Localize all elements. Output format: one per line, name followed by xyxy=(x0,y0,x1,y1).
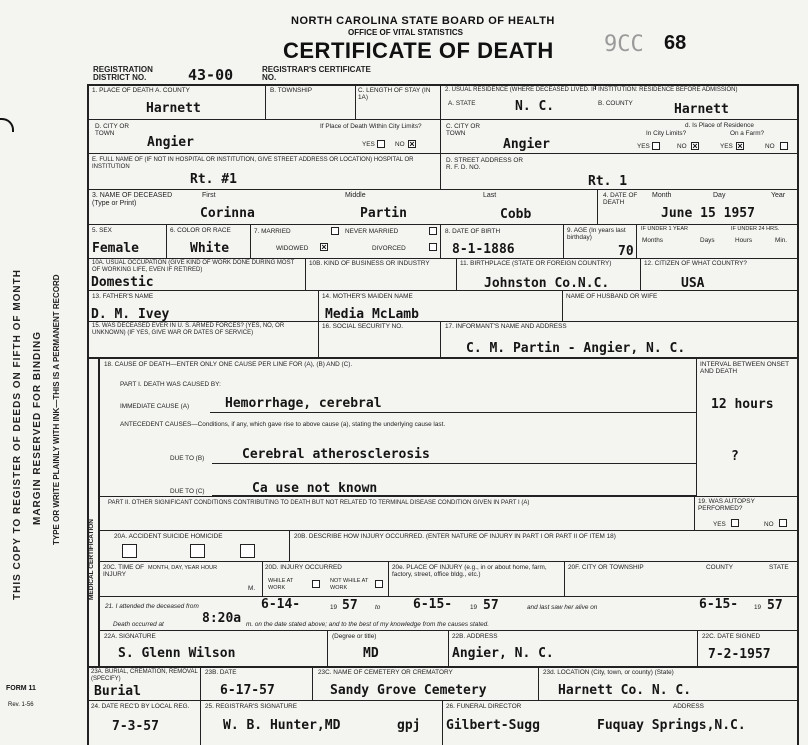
part2-label: PART II. OTHER SIGNIFICANT CONDITIONS CONTRIBUTING TO DEATH BUT NOT RELATED TO TERMINAL DISEASE CONDITION GIVEN IN PART I (A) xyxy=(108,500,530,506)
attended-from-value: 6-14- xyxy=(261,597,301,612)
attended-to-year: 57 xyxy=(483,598,499,613)
residence-farm-no-label: NO xyxy=(765,143,775,150)
describe-injury-label: 20B. DESCRIBE HOW INJURY OCCURRED. (ENTER NATURE OF INJURY IN PART I OR PART II OF ITEM 18) xyxy=(294,533,616,540)
signature-label: 22A. SIGNATURE xyxy=(104,633,156,640)
occupation-value: Domestic xyxy=(91,275,154,290)
spouse-label: NAME OF HUSBAND OR WIFE xyxy=(566,293,658,300)
days-label: Days xyxy=(700,237,715,244)
residence-county-value: Harnett xyxy=(674,102,729,117)
place-city-label: D. CITY OR TOWN xyxy=(95,123,129,137)
registrar-signature-value: W. B. Hunter,MD xyxy=(223,718,341,733)
homicide-checkbox[interactable] xyxy=(240,544,255,558)
signature-value: S. Glenn Wilson xyxy=(118,646,236,661)
accident-type-label: 20A. ACCIDENT SUICIDE HOMICIDE xyxy=(114,533,223,540)
injury-state-label: STATE xyxy=(769,564,789,571)
date-of-death-value: June 15 1957 xyxy=(661,206,755,221)
months-label: Months xyxy=(642,237,663,244)
due-c-value: Ca use not known xyxy=(252,481,378,496)
attended-to-19-label: 19 xyxy=(470,604,478,611)
under-24-label: IF UNDER 24 HRS. xyxy=(731,226,780,232)
age-label: 9. AGE (In years last birthday) xyxy=(567,227,626,241)
date-of-death-label: 4. DATE OF DEATH xyxy=(603,192,638,206)
hospital-label: E. FULL NAME OF (IF NOT IN HOSPITAL OR INSTITUTION, GIVE STREET ADDRESS OR LOCATION) HOSPITAL OR INSTITUTION xyxy=(92,157,414,170)
race-value: White xyxy=(190,241,230,256)
residence-limits-yes-checkbox[interactable] xyxy=(652,142,660,150)
residence-farm-yes-checkbox[interactable]: × xyxy=(737,141,743,151)
sex-value: Female xyxy=(92,241,139,256)
binding-hole-mark xyxy=(0,118,14,132)
never-married-checkbox[interactable] xyxy=(429,227,437,235)
office-name: OFFICE OF VITAL STATISTICS xyxy=(348,28,463,37)
residence-limits-no-label: NO xyxy=(677,143,687,150)
due-b-interval-value: ? xyxy=(731,449,739,464)
date-signed-label: 22C. DATE SIGNED xyxy=(702,633,761,640)
residence-farm-yes-label: YES xyxy=(720,143,733,150)
while-at-work-checkbox[interactable] xyxy=(312,580,320,588)
board-name: NORTH CAROLINA STATE BOARD OF HEALTH xyxy=(291,15,555,27)
place-limits-label: If Place of Death Within City Limits? xyxy=(320,123,422,130)
place-county-label: 1. PLACE OF DEATH A. COUNTY xyxy=(92,87,190,94)
attended-label: 21. I attended the deceased from xyxy=(105,603,199,610)
cause-header-label: 18. CAUSE OF DEATH—ENTER ONLY ONE CAUSE PER LINE FOR (A), (B) AND (C). xyxy=(104,361,353,368)
name-label: 3. NAME OF DECEASED (Type or Print) xyxy=(92,192,173,207)
due-b-value: Cerebral atherosclerosis xyxy=(242,447,430,462)
last-name-label: Last xyxy=(483,192,497,199)
widowed-checkbox[interactable]: × xyxy=(321,242,327,252)
informant-label: 17. INFORMANT'S NAME AND ADDRESS xyxy=(445,323,567,330)
day-label: Day xyxy=(713,192,726,199)
last-seen-year: 57 xyxy=(767,598,783,613)
suicide-checkbox[interactable] xyxy=(190,544,205,558)
director-address-value: Fuquay Springs,N.C. xyxy=(597,718,746,733)
divorced-checkbox[interactable] xyxy=(429,243,437,251)
accident-checkbox[interactable] xyxy=(122,544,137,558)
cemetery-value: Sandy Grove Cemetery xyxy=(330,683,487,698)
death-occurred-label: Death occurred at xyxy=(113,621,164,628)
age-value: 70 xyxy=(618,244,634,259)
first-name-value: Corinna xyxy=(200,206,255,221)
birthplace-label: 11. BIRTHPLACE (STATE OR FOREIGN COUNTRY) xyxy=(460,260,612,267)
residence-state-value: N. C. xyxy=(515,99,555,114)
residence-state-label: A. STATE xyxy=(448,100,476,107)
autopsy-yes-checkbox[interactable] xyxy=(731,519,739,527)
last-seen-19-label: 19 xyxy=(754,604,762,611)
attended-to-value: 6-15- xyxy=(413,597,453,612)
place-limits-no-checkbox[interactable]: × xyxy=(409,139,415,149)
residence-farm-label: On a Farm? xyxy=(730,130,765,137)
residence-limits-label: In City Limits? xyxy=(646,130,687,137)
burial-value: Burial xyxy=(94,684,141,699)
time-of-injury-label: 20C. TIME OF INJURY xyxy=(103,564,145,578)
due-b-label: DUE TO (B) xyxy=(170,455,205,462)
last-name-value: Cobb xyxy=(500,207,532,222)
margin-note-register: THIS COPY TO REGISTER OF DEEDS ON FIFTH OF MONTH xyxy=(12,269,23,600)
due-c-label: DUE TO (C) xyxy=(170,488,205,495)
citizen-value: USA xyxy=(681,276,705,291)
min-label: Min. xyxy=(775,237,788,244)
last-seen-label: and last saw her alive on xyxy=(527,604,598,611)
birth-label: 8. DATE OF BIRTH xyxy=(445,228,501,235)
date-signed-value: 7-2-1957 xyxy=(708,647,771,662)
reg-district-label: REGISTRATION DISTRICT NO. xyxy=(93,65,153,82)
immediate-cause-label: IMMEDIATE CAUSE (A) xyxy=(120,403,190,410)
burial-date-label: 23B. DATE xyxy=(205,669,237,676)
signer-address-label: 22B. ADDRESS xyxy=(452,633,498,640)
middle-name-value: Partin xyxy=(360,206,407,221)
sex-label: 5. SEX xyxy=(92,227,112,234)
residence-county-label: B. COUNTY xyxy=(598,100,633,107)
autopsy-yes-label: YES xyxy=(713,521,726,528)
place-limits-yes-label: YES xyxy=(362,141,375,148)
form-revision: Rev. 1-56 xyxy=(8,702,34,708)
residence-city-value: Angier xyxy=(503,137,550,152)
margin-note-binding: MARGIN RESERVED FOR BINDING xyxy=(32,330,43,525)
place-stay-label: C. LENGTH OF STAY (IN 1A) xyxy=(358,87,431,101)
residence-place-label: d. Is Place of Residence xyxy=(685,122,754,129)
director-address-label: ADDRESS xyxy=(673,703,704,710)
time-m-label: M. xyxy=(248,585,256,592)
page-title: CERTIFICATE OF DEATH xyxy=(283,38,554,63)
mother-value: Media McLamb xyxy=(325,307,419,322)
residence-city-label: C. CITY OR TOWN xyxy=(446,123,480,137)
registrar-cert-label: REGISTRAR'S CERTIFICATE NO. xyxy=(262,65,371,82)
first-name-label: First xyxy=(202,192,216,199)
death-time-value: 8:20a xyxy=(202,611,242,626)
signer-address-value: Angier, N. C. xyxy=(452,646,554,661)
occupation-label: 10A. USUAL OCCUPATION (GIVE KIND OF WORK DONE DURING MOST OF WORKING LIFE, EVEN IF RETIRED) xyxy=(92,260,295,273)
burial-location-label: 23d. LOCATION (City, town, or county) (State) xyxy=(543,669,674,676)
reg-district-value: 43-00 xyxy=(188,66,234,84)
mother-label: 14. MOTHER'S MAIDEN NAME xyxy=(322,293,413,300)
form-number: FORM 11 xyxy=(6,685,36,692)
birth-value: 8-1-1886 xyxy=(452,242,515,257)
attended-to-label: to xyxy=(375,604,381,611)
residence-limits-yes-label: YES xyxy=(637,143,650,150)
informant-value: C. M. Partin - Angier, N. C. xyxy=(466,341,686,356)
armed-forces-label: 15. WAS DECEASED EVER IN U. S. ARMED FORCES? (YES, NO, OR UNKNOWN) (IF YES, GIVE WAR OR DATES OF SERVICE) xyxy=(92,323,285,336)
date-received-value: 7-3-57 xyxy=(112,719,159,734)
cemetery-label: 23C. NAME OF CEMETERY OR CREMATORY xyxy=(318,669,453,676)
residence-header-label: 2. USUAL RESIDENCE (WHERE DECEASED LIVED. IF INSTITUTION: RESIDENCE BEFORE ADMISSION) xyxy=(445,87,738,93)
birthplace-value: Johnston Co.N.C. xyxy=(484,276,610,291)
immediate-interval-value: 12 hours xyxy=(711,397,774,412)
not-at-work-checkbox[interactable] xyxy=(375,580,383,588)
autopsy-label: 19. WAS AUTOPSY PERFORMED? xyxy=(698,498,755,512)
married-checkbox[interactable] xyxy=(331,227,339,235)
hospital-value: Rt. #1 xyxy=(190,172,237,187)
stamp-digits: 9CC xyxy=(604,32,644,57)
degree-label: (Degree or title) xyxy=(332,633,377,640)
registrar-initials: gpj xyxy=(397,718,421,733)
attended-from-19-label: 19 xyxy=(330,604,338,611)
burial-date-value: 6-17-57 xyxy=(220,683,275,698)
antecedent-label: ANTECEDENT CAUSES—Conditions, if any, which gave rise to above cause (a), stating the underlying cause last. xyxy=(120,421,446,428)
place-city-value: Angier xyxy=(147,135,194,150)
time-sub-label: MONTH, DAY, YEAR HOUR xyxy=(148,565,218,571)
interval-label: INTERVAL BETWEEN ONSET AND DEATH xyxy=(700,361,789,375)
funeral-director-label: 26. FUNERAL DIRECTOR xyxy=(446,703,522,710)
injury-occurred-label: 20D. INJURY OCCURRED xyxy=(265,564,342,571)
injury-city-label: 20F. CITY OR TOWNSHIP xyxy=(568,564,644,571)
funeral-director-value: Gilbert-Sugg xyxy=(446,718,540,733)
injury-county-label: COUNTY xyxy=(706,564,733,571)
year-label: Year xyxy=(771,192,786,199)
certificate-number: 68 xyxy=(664,32,687,54)
race-label: 6. COLOR OR RACE xyxy=(170,227,231,234)
burial-location-value: Harnett Co. N. C. xyxy=(558,683,692,698)
ssn-label: 16. SOCIAL SECURITY NO. xyxy=(322,323,403,330)
place-county-value: Harnett xyxy=(146,101,201,116)
while-at-work-label: WHILE AT WORK xyxy=(268,578,294,591)
married-label: 7. MARRIED xyxy=(254,228,291,235)
widowed-label: WIDOWED xyxy=(276,245,309,252)
month-label: Month xyxy=(652,192,672,199)
autopsy-no-checkbox[interactable] xyxy=(779,519,787,527)
residence-street-label: D. STREET ADDRESS OR R. F. D. NO. xyxy=(446,157,523,171)
residence-limits-no-checkbox[interactable]: × xyxy=(692,141,698,151)
place-limits-yes-checkbox[interactable] xyxy=(377,140,385,148)
date-received-label: 24. DATE REC'D BY LOCAL REG. xyxy=(91,703,190,710)
middle-name-label: Middle xyxy=(345,192,366,199)
not-at-work-label: NOT WHILE AT WORK xyxy=(330,578,369,591)
industry-label: 10B. KIND OF BUSINESS OR INDUSTRY xyxy=(309,260,430,267)
residence-street-value: Rt. 1 xyxy=(588,174,628,189)
place-township-label: B. TOWNSHIP xyxy=(270,87,313,94)
father-label: 13. FATHER'S NAME xyxy=(92,293,154,300)
immediate-cause-value: Hemorrhage, cerebral xyxy=(225,396,382,411)
margin-note-ink: TYPE OR WRITE PLAINLY WITH INK—THIS IS A PERMANENT RECORD xyxy=(52,274,61,545)
residence-farm-no-checkbox[interactable] xyxy=(780,142,788,150)
father-value: D. M. Ivey xyxy=(91,307,170,322)
hours-label: Hours xyxy=(735,237,753,244)
divorced-label: DIVORCED xyxy=(372,245,406,252)
never-married-label: NEVER MARRIED xyxy=(345,228,399,235)
autopsy-no-label: NO xyxy=(764,521,774,528)
citizen-label: 12. CITIZEN OF WHAT COUNTRY? xyxy=(644,260,747,267)
last-seen-value: 6-15- xyxy=(699,597,739,612)
place-of-injury-label: 20e. PLACE OF INJURY (e.g., in or about home, farm, factory, street, office bldg., etc.) xyxy=(392,564,547,578)
death-occurred-rest: m. on the date stated above; and to the best of my knowledge from the causes stated. xyxy=(246,621,489,628)
medical-certification-label: MEDICAL CERTIFICATION xyxy=(88,518,95,600)
under-1-label: IF UNDER 1 YEAR xyxy=(641,226,688,232)
degree-value: MD xyxy=(363,646,379,661)
place-limits-no-label: NO xyxy=(395,141,405,148)
attended-from-year: 57 xyxy=(342,598,358,613)
part1-label: PART I. DEATH WAS CAUSED BY: xyxy=(120,381,221,388)
burial-label: 23A. BURIAL, CREMATION, REMOVAL (SPECIFY) xyxy=(91,669,198,682)
registrar-signature-label: 25. REGISTRAR'S SIGNATURE xyxy=(205,703,298,710)
